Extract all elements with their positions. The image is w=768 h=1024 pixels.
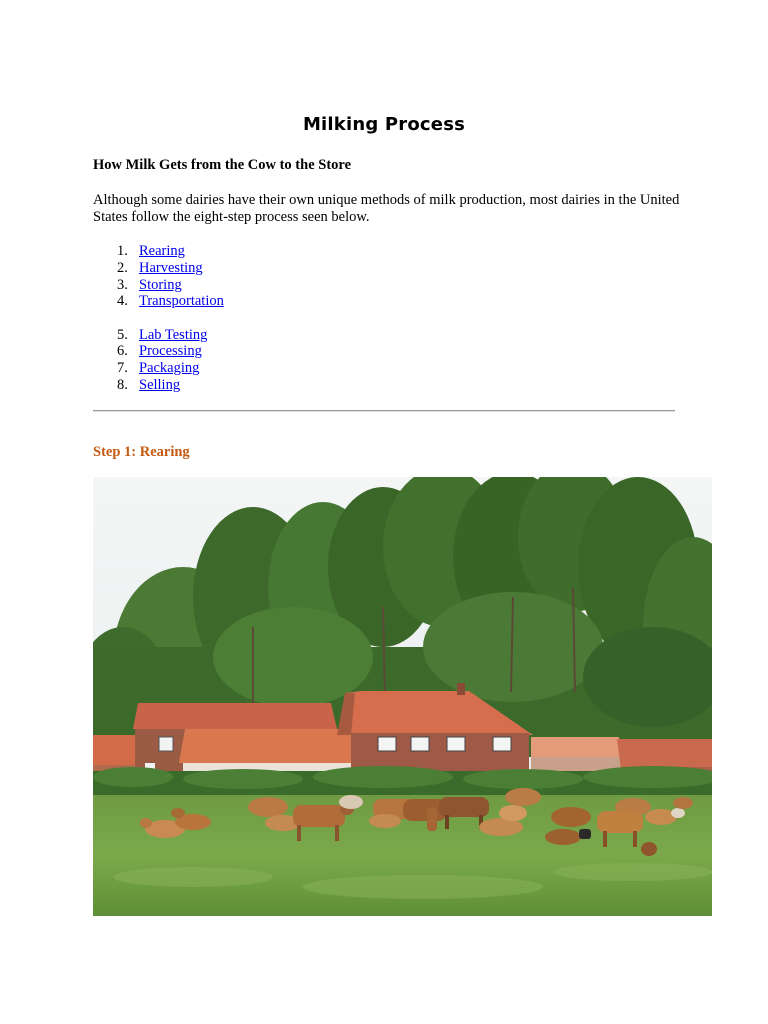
steps-list [93, 243, 224, 394]
step-number: 7. [117, 360, 128, 377]
list-item [93, 243, 224, 260]
step-link-rearing[interactable]: Rearing [139, 243, 185, 259]
step-number: 5. [117, 326, 128, 343]
step-link-selling[interactable]: Selling [139, 376, 181, 393]
list-item [93, 327, 224, 344]
subheading: How Milk Gets from the Cow to the Store [93, 157, 352, 173]
step-link-packaging[interactable]: Packaging [139, 360, 200, 377]
step-link-harvesting[interactable]: Harvesting [139, 259, 203, 276]
list-item [93, 260, 224, 277]
list-item [93, 377, 224, 394]
step-number: 4. [117, 293, 128, 310]
list-item [93, 343, 224, 360]
step-link-processing[interactable]: Processing [139, 343, 202, 360]
step-number: 6. [117, 343, 128, 360]
step-number: 8. [117, 376, 128, 393]
step-heading: Step 1: Rearing [93, 444, 190, 460]
page-title: Milking Process [302, 114, 466, 135]
step-link-lab-testing[interactable]: Lab Testing [139, 326, 208, 343]
step-link-transportation[interactable]: Transportation [139, 293, 224, 310]
horizontal-divider [93, 410, 675, 412]
list-item [93, 277, 224, 294]
intro-paragraph: Although some dairies have their own unique methods of milk production, most dairies in the United States follow the eight-step process seen below. [93, 192, 680, 225]
cattle-farm-photo [93, 477, 712, 916]
step-link-storing[interactable]: Storing [139, 276, 182, 293]
list-item [93, 360, 224, 377]
step-number: 1. [117, 243, 128, 259]
step-number: 3. [117, 276, 128, 293]
list-item [93, 293, 224, 310]
step-number: 2. [117, 259, 128, 276]
